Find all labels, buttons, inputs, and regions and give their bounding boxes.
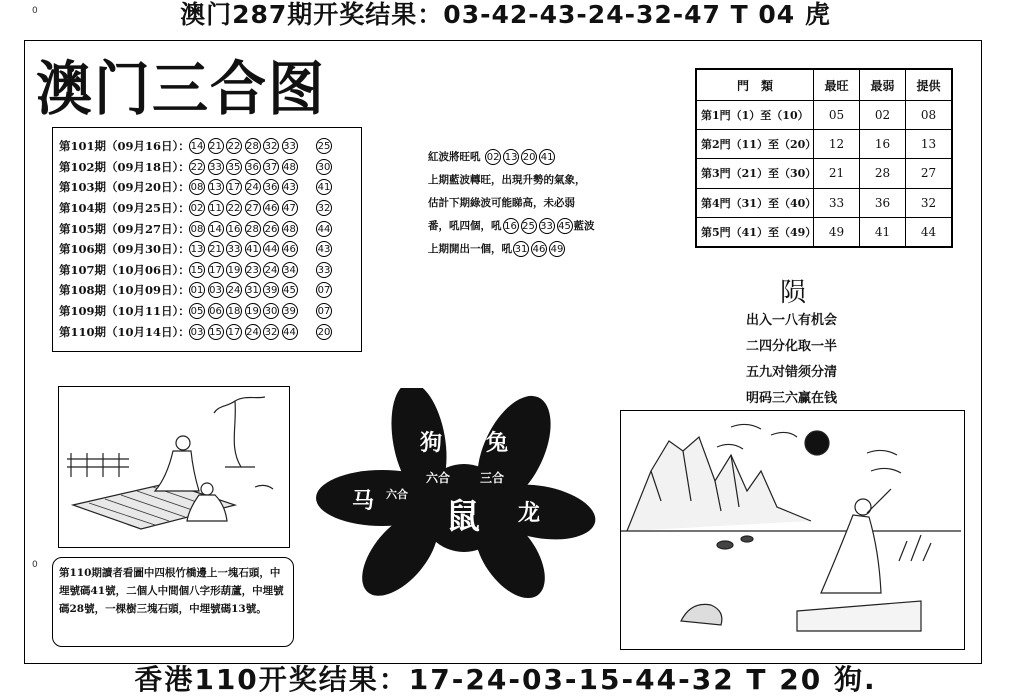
history-numbers	[189, 200, 335, 216]
history-numbers	[189, 159, 335, 175]
label-rat: 鼠	[446, 497, 480, 537]
number-ball: 24	[263, 262, 279, 278]
note-ball: 13	[503, 149, 519, 165]
special-ball: 44	[316, 221, 332, 237]
gate-range: 第1門（1）至（10）	[697, 101, 814, 130]
gate-value: 28	[860, 159, 906, 188]
history-label: 第103期（09月20日）：	[59, 180, 190, 195]
note-ball: 16	[503, 218, 519, 234]
scholars-illustration	[58, 386, 290, 548]
macau-result-banner: 澳门287期开奖结果：03-42-43-24-32-47 T 04 虎	[180, 0, 831, 29]
number-ball: 05	[189, 303, 205, 319]
gate-value: 21	[814, 159, 860, 188]
history-numbers	[189, 221, 335, 237]
number-ball: 08	[189, 221, 205, 237]
number-ball: 41	[245, 241, 261, 257]
gate-value: 49	[814, 217, 860, 246]
history-row	[59, 177, 357, 198]
history-row	[59, 198, 357, 219]
mountain-illustration	[620, 410, 965, 650]
number-ball: 01	[189, 282, 205, 298]
wave-notes	[428, 146, 648, 261]
gate-row	[697, 159, 952, 188]
note-ball: 20	[521, 149, 537, 165]
history-label: 第101期（09月16日）：	[59, 139, 190, 154]
tag-horse: 六合	[386, 488, 408, 501]
gate-header: 最旺	[814, 70, 860, 101]
number-ball: 35	[226, 159, 242, 175]
label-dog: 狗	[420, 431, 443, 456]
gate-header: 最弱	[860, 70, 906, 101]
gate-range: 第3門（21）至（30）	[697, 159, 814, 188]
history-numbers	[189, 138, 335, 154]
number-ball: 33	[226, 241, 242, 257]
number-ball: 27	[245, 200, 261, 216]
number-ball: 17	[226, 324, 242, 340]
tag-six-harmony: 六合	[426, 471, 451, 485]
tag-three-harmony: 三合	[480, 471, 505, 485]
number-ball: 13	[208, 179, 224, 195]
label-rabbit: 兔	[486, 431, 509, 456]
notes-line-3: 估計下期綠波可能睇高，未必弱	[428, 197, 575, 209]
number-ball: 48	[282, 159, 298, 175]
number-ball: 33	[208, 159, 224, 175]
history-label: 第108期（10月09日）：	[59, 283, 190, 298]
history-label: 第105期（09月27日）：	[59, 221, 190, 236]
number-ball: 24	[226, 282, 242, 298]
note-ball: 33	[539, 218, 555, 234]
special-ball: 30	[316, 159, 332, 175]
gate-value: 33	[814, 188, 860, 217]
history-label: 第110期（10月14日）：	[59, 324, 190, 339]
gate-range: 第5門（41）至（49）	[697, 217, 814, 246]
number-ball: 28	[245, 138, 261, 154]
number-ball: 19	[226, 262, 242, 278]
number-ball: 08	[189, 179, 205, 195]
number-ball: 17	[208, 262, 224, 278]
history-row	[59, 218, 357, 239]
riddle-line: 二四分化取一半	[746, 339, 838, 354]
history-label: 第104期（09月25日）：	[59, 201, 190, 216]
number-ball: 33	[282, 138, 298, 154]
special-ball: 43	[316, 241, 332, 257]
special-ball: 32	[316, 200, 332, 216]
number-ball: 28	[245, 221, 261, 237]
history-table	[52, 127, 362, 352]
number-ball: 48	[282, 221, 298, 237]
history-row	[59, 136, 357, 157]
history-numbers	[189, 179, 335, 195]
number-ball: 22	[226, 200, 242, 216]
special-ball: 07	[316, 282, 332, 298]
number-ball: 39	[263, 282, 279, 298]
notes-line-2: 上期藍波轉旺，出現升勢的氣象，	[428, 174, 586, 186]
flower-shape	[314, 388, 614, 603]
gate-row	[697, 101, 952, 130]
number-ball: 30	[263, 303, 279, 319]
history-row	[59, 157, 357, 178]
history-row	[59, 280, 357, 301]
number-ball: 22	[189, 159, 205, 175]
number-ball: 32	[263, 138, 279, 154]
history-label: 第102期（09月18日）：	[59, 159, 190, 174]
riddle-poem	[746, 308, 837, 412]
gate-value: 12	[814, 130, 860, 159]
number-ball: 17	[226, 179, 242, 195]
gate-value: 44	[906, 217, 952, 246]
gate-value: 13	[906, 130, 952, 159]
number-ball: 26	[263, 221, 279, 237]
label-dragon: 龙	[518, 501, 541, 526]
gate-value: 41	[860, 217, 906, 246]
notes-text: 紅波將旺吼	[428, 151, 481, 163]
note-ball: 25	[521, 218, 537, 234]
number-ball: 06	[208, 303, 224, 319]
history-numbers	[189, 241, 335, 257]
note-ball: 41	[539, 149, 555, 165]
history-label: 第109期（10月11日）：	[59, 304, 190, 319]
note-ball: 46	[531, 241, 547, 257]
gate-row	[697, 217, 952, 246]
gate-value: 27	[906, 159, 952, 188]
number-ball: 36	[245, 159, 261, 175]
history-numbers	[189, 282, 335, 298]
number-ball: 19	[245, 303, 261, 319]
number-ball: 14	[208, 221, 224, 237]
riddle-line: 明码三六赢在钱	[746, 391, 838, 406]
history-numbers	[189, 262, 335, 278]
number-ball: 11	[208, 200, 224, 216]
history-row	[59, 321, 357, 342]
number-ball: 03	[189, 324, 205, 340]
number-ball: 21	[208, 241, 224, 257]
number-ball: 36	[263, 179, 279, 195]
zodiac-flower	[314, 388, 614, 603]
note-ball: 31	[513, 241, 529, 257]
note-ball: 45	[557, 218, 573, 234]
number-ball: 21	[208, 138, 224, 154]
number-ball: 15	[189, 262, 205, 278]
number-ball: 32	[263, 324, 279, 340]
special-ball: 20	[316, 324, 332, 340]
gate-header: 提供	[906, 70, 952, 101]
number-ball: 34	[282, 262, 298, 278]
gate-value: 08	[906, 101, 952, 130]
notes-line-4	[428, 215, 648, 238]
number-ball: 43	[282, 179, 298, 195]
scholars-drawing	[59, 387, 288, 546]
number-ball: 24	[245, 179, 261, 195]
number-ball: 44	[282, 324, 298, 340]
special-ball: 07	[316, 303, 332, 319]
number-ball: 14	[189, 138, 205, 154]
label-horse: 马	[352, 489, 375, 514]
gate-value: 36	[860, 188, 906, 217]
notes-text: 番，吼四個，吼	[428, 220, 502, 232]
number-ball: 44	[263, 241, 279, 257]
gate-range: 第2門（11）至（20）	[697, 130, 814, 159]
gate-range: 第4門（31）至（40）	[697, 188, 814, 217]
number-ball: 15	[208, 324, 224, 340]
gate-value: 16	[860, 130, 906, 159]
riddle-line: 出入一八有机会	[746, 313, 838, 328]
number-ball: 39	[282, 303, 298, 319]
riddle-title: 陨	[780, 278, 807, 308]
note-ball: 49	[549, 241, 565, 257]
gate-row	[697, 130, 952, 159]
gate-value: 05	[814, 101, 860, 130]
number-ball: 18	[226, 303, 242, 319]
history-row	[59, 239, 357, 260]
number-ball: 47	[282, 200, 298, 216]
corner-mark-left: 0	[32, 560, 38, 570]
notes-text: 上期開出一個，吼	[428, 243, 512, 255]
page-title: 澳门三合图	[36, 55, 326, 124]
number-ball: 45	[282, 282, 298, 298]
number-ball: 46	[282, 241, 298, 257]
notes-line-5	[428, 238, 648, 261]
number-ball: 37	[263, 159, 279, 175]
number-ball: 13	[189, 241, 205, 257]
history-label: 第106期（09月30日）：	[59, 242, 190, 257]
gate-row	[697, 188, 952, 217]
number-ball: 23	[245, 262, 261, 278]
number-ball: 24	[245, 324, 261, 340]
gate-value: 32	[906, 188, 952, 217]
history-numbers	[189, 324, 335, 340]
number-ball: 22	[226, 138, 242, 154]
number-ball: 16	[226, 221, 242, 237]
hongkong-result-banner: 香港110开奖结果：17-24-03-15-44-32 T 20 狗.	[134, 663, 877, 696]
history-row	[59, 301, 357, 322]
special-ball: 41	[316, 179, 332, 195]
corner-mark-top: 0	[32, 6, 38, 16]
note-ball: 02	[485, 149, 501, 165]
history-row	[59, 260, 357, 281]
notes-text: 藍波	[573, 220, 595, 232]
number-ball: 03	[208, 282, 224, 298]
gate-header: 門 類	[697, 70, 814, 101]
history-numbers	[189, 303, 335, 319]
number-ball: 46	[263, 200, 279, 216]
gate-value: 02	[860, 101, 906, 130]
special-ball: 25	[316, 138, 332, 154]
riddle-line: 五九对错须分清	[746, 365, 838, 380]
history-label: 第107期（10月06日）：	[59, 262, 190, 277]
special-ball: 33	[316, 262, 332, 278]
puzzle-caption: 第110期讀者看圖中四根竹橋邊上一塊石頭，中埋號碼41號，二個人中間個八字形葫蘆，中埋號碼28號，一棵樹三塊石頭，中埋號碼13號。	[52, 557, 294, 647]
mountain-drawing	[621, 411, 963, 648]
notes-line-1	[428, 146, 648, 169]
gate-table	[695, 68, 953, 248]
number-ball: 02	[189, 200, 205, 216]
number-ball: 31	[245, 282, 261, 298]
